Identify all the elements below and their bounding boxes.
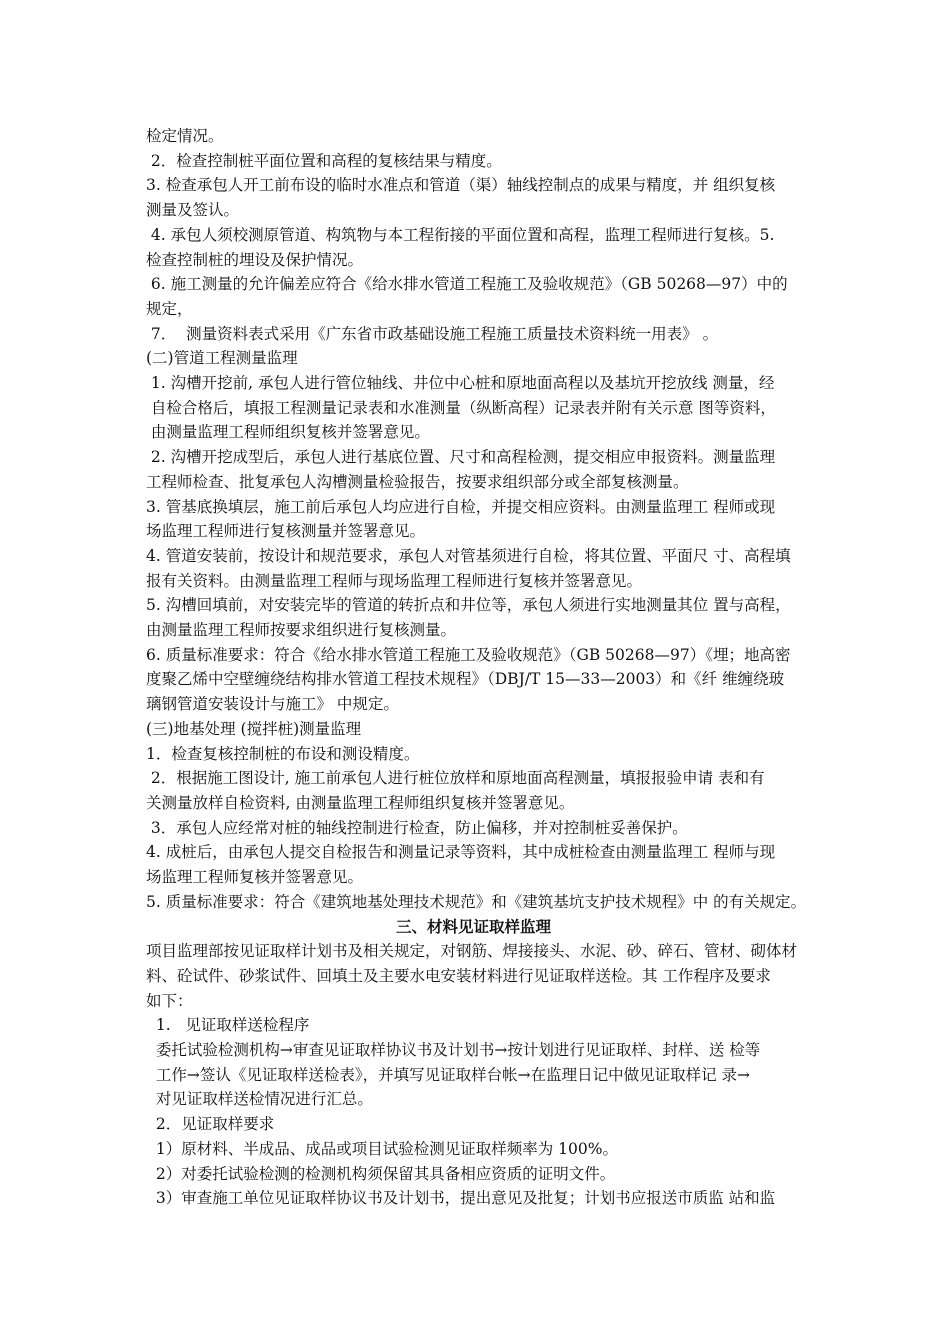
text-line: 4. 管道安装前，按设计和规范要求，承包人对管基须进行自检，将其位置、平面尺 寸、高程填 bbox=[146, 546, 791, 565]
text-line: 项目监理部按见证取样计划书及相关规定，对钢筋、焊接接头、水泥、砂、碎石、管材、砌体材 bbox=[146, 942, 798, 961]
section-heading: 三、材料见证取样监理 bbox=[396, 916, 552, 936]
text-line: 1）原材料、半成品、成品或项目试验检测见证取样频率为 100%。 bbox=[146, 1139, 618, 1158]
text-line: 场监理工程师进行复核测量并签署意见。 bbox=[146, 522, 426, 541]
text-line: 3. 管基底换填层，施工前后承包人均应进行自检，并提交相应资料。由测量监理工 程师或现 bbox=[146, 497, 776, 516]
text-line: 5. 沟槽回填前，对安装完毕的管道的转折点和井位等，承包人须进行实地测量其位 置与高程， bbox=[146, 596, 791, 615]
text-line: 2．检查控制桩平面位置和高程的复核结果与精度。 bbox=[146, 151, 502, 170]
section-text-block bbox=[146, 124, 818, 915]
text-line: 报有关资料。由测量监理工程师与现场监理工程师进行复核并签署意见。 bbox=[146, 571, 643, 590]
text-line: 2. 沟槽开挖成型后，承包人进行基底位置、尺寸和高程检测，提交相应申报资料。测量监理 bbox=[146, 448, 776, 467]
text-line: 测量及签认。 bbox=[146, 201, 240, 220]
text-line: 璃钢管道安装设计与施工》 中规定。 bbox=[146, 695, 399, 714]
text-line: 规定， bbox=[146, 299, 193, 318]
subheading-pipeline: (二)管道工程测量监理 bbox=[146, 349, 298, 368]
subheading-foundation: (三)地基处理 (搅拌桩)测量监理 bbox=[146, 719, 362, 738]
text-line: 场监理工程师复核并签署意见。 bbox=[146, 868, 364, 887]
text-line: 料、砼试件、砂浆试件、回填土及主要水电安装材料进行见证取样送检。其 工作程序及要求 bbox=[146, 966, 771, 985]
text-line: 1. 见证取样送检程序 bbox=[146, 1016, 310, 1035]
text-line: 由测量监理工程师按要求组织进行复核测量。 bbox=[146, 621, 457, 640]
text-line: 对见证取样送检情况进行汇总。 bbox=[146, 1090, 373, 1109]
text-line: 2．根据施工图设计, 施工前承包人进行桩位放样和原地面高程测量，填报报验申请 表和有 bbox=[146, 769, 765, 788]
text-line: 7． 测量资料表式采用《广东省市政基础设施工程施工质量技术资料统一用表》 。 bbox=[146, 324, 719, 343]
text-line: 委托试验检测机构→审查见证取样协议书及计划书→按计划进行见证取样、封样、送 检等 bbox=[146, 1041, 761, 1060]
text-line: 工程师检查、批复承包人沟槽测量检验报告，按要求组织部分或全部复核测量。 bbox=[146, 472, 689, 491]
text-line: 6. 施工测量的允许偏差应符合《给水排水管道工程施工及验收规范》（GB 50268—97）中的 bbox=[146, 275, 788, 294]
text-line: 2）对委托试验检测的检测机构须保留其具备相应资质的证明文件。 bbox=[146, 1164, 616, 1183]
text-line: 4. 成桩后，由承包人提交自检报告和测量记录等资料，其中成桩检查由测量监理工 程师与现 bbox=[146, 843, 776, 862]
text-line: 5. 质量标准要求：符合《建筑地基处理技术规范》和《建筑基坑支护技术规程》中 的有关规定。 bbox=[146, 892, 807, 911]
text-line: 6. 质量标准要求：符合《给水排水管道工程施工及验收规范》（GB 50268—97）《埋；地高密 bbox=[146, 645, 791, 664]
text-line: 由测量监理工程师组织复核并签署意见。 bbox=[146, 423, 430, 442]
text-line: 1．检查复核控制桩的布设和测设精度。 bbox=[146, 744, 420, 763]
text-line: 1. 沟槽开挖前, 承包人进行管位轴线、井位中心桩和原地面高程以及基坑开挖放线 测量，经 bbox=[146, 374, 775, 393]
text-line: 关测量放样自检资料, 由测量监理工程师组织复核并签署意见。 bbox=[146, 793, 575, 812]
text-line: 3）审查施工单位见证取样协议书及计划书，提出意见及批复；计划书应报送市质监 站和监 bbox=[146, 1189, 776, 1208]
text-line: 自检合格后，填报工程测量记录表和水准测量（纵断高程）记录表并附有关示意 图等资料， bbox=[146, 398, 776, 417]
text-line: 如下： bbox=[146, 991, 193, 1010]
text-line: 3. 检查承包人开工前布设的临时水准点和管道（渠）轴线控制点的成果与精度，并 组织复核 bbox=[146, 176, 776, 195]
text-line: 2．见证取样要求 bbox=[146, 1115, 275, 1134]
text-line: 检查控制桩的埋设及保护情况。 bbox=[146, 250, 364, 269]
text-line: 检定情况。 bbox=[146, 127, 224, 145]
text-line: 工作→签认《见证取样送检表》，并填写见证取样台帐→在监理日记中做见证取样记 录→ bbox=[146, 1065, 750, 1084]
text-line: 4. 承包人须校测原管道、构筑物与本工程衔接的平面位置和高程，监理工程师进行复核。5. bbox=[146, 225, 775, 244]
text-line: 度聚乙烯中空壁缠绕结构排水管道工程技术规程》（DBJ/T 15—33—2003）和《纤 维缠绕玻 bbox=[146, 670, 785, 689]
section-text-block-materials bbox=[146, 939, 818, 1211]
text-line: 3．承包人应经常对桩的轴线控制进行检查，防止偏移，并对控制桩妥善保护。 bbox=[146, 818, 688, 837]
